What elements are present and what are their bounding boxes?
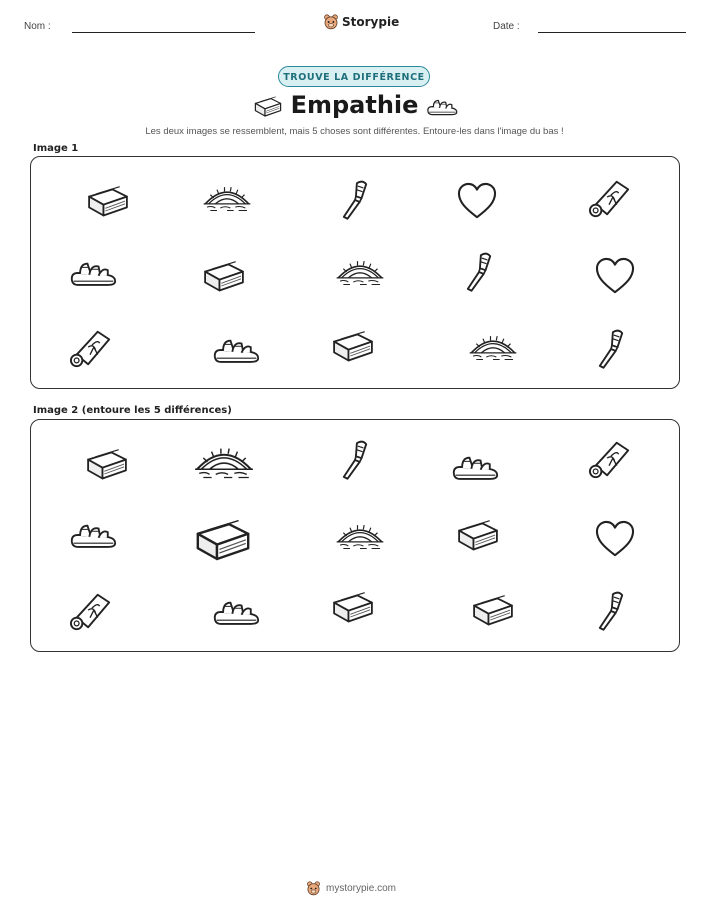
image1-label: Image 1	[33, 143, 79, 154]
sandal-icon	[212, 333, 260, 365]
book-icon[interactable]	[84, 447, 130, 483]
sandal-icon[interactable]	[69, 518, 117, 550]
page-title: Empathie	[290, 91, 419, 119]
image2-panel[interactable]	[30, 419, 680, 652]
image1-panel	[30, 156, 680, 389]
heart-icon	[456, 182, 498, 220]
scroll-icon[interactable]	[69, 589, 113, 633]
chisel-icon[interactable]	[341, 439, 369, 483]
chisel-icon	[341, 179, 369, 223]
bridge-icon[interactable]	[335, 521, 385, 551]
heart-icon[interactable]	[594, 520, 636, 558]
chisel-icon[interactable]	[597, 590, 625, 634]
heart-icon	[594, 257, 636, 295]
sandal-icon	[69, 256, 117, 288]
bear-logo-icon	[323, 14, 339, 30]
bridge-icon	[335, 257, 385, 287]
book-icon	[330, 329, 376, 365]
footer-website: mystorypie.com	[326, 883, 397, 894]
chisel-icon	[465, 251, 493, 295]
book-icon[interactable]	[330, 590, 376, 626]
book-icon[interactable]	[455, 518, 501, 554]
footer	[306, 881, 396, 896]
bridge-icon[interactable]	[193, 441, 255, 483]
instructions: Les deux images se ressemblent, mais 5 choses sont différentes. Entoure-les dans l'image du bas !	[145, 126, 564, 137]
scroll-icon[interactable]	[588, 437, 632, 481]
chisel-icon	[597, 328, 625, 372]
sandal-icon[interactable]	[212, 595, 260, 627]
scroll-icon	[69, 326, 113, 370]
bear-logo-icon	[306, 881, 321, 896]
sandal-icon[interactable]	[451, 450, 499, 482]
scroll-icon	[588, 176, 632, 220]
activity-badge: TROUVE LA DIFFÉRENCE	[278, 66, 430, 87]
book-icon[interactable]	[470, 593, 516, 629]
brand-name: Storypie	[342, 15, 400, 29]
date-label: Date :	[493, 21, 520, 32]
sandal-icon	[426, 95, 458, 117]
book-icon[interactable]	[192, 517, 254, 565]
storypie-logo	[323, 14, 399, 30]
book-icon	[85, 184, 131, 220]
name-label: Nom :	[24, 21, 51, 32]
bridge-icon	[468, 332, 518, 362]
name-line[interactable]	[72, 32, 255, 33]
date-line[interactable]	[538, 32, 686, 33]
bridge-icon	[202, 183, 252, 213]
image2-label: Image 2 (entoure les 5 différences)	[33, 405, 232, 416]
book-icon	[201, 259, 247, 295]
